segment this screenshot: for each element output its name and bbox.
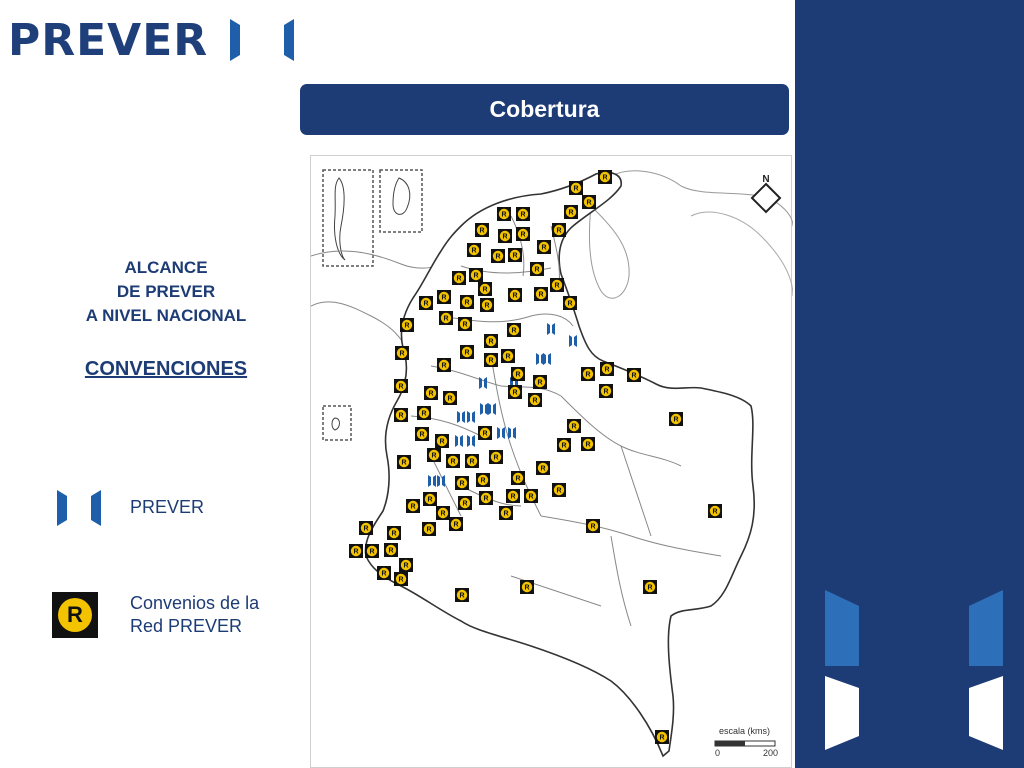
convenio-marker-icon xyxy=(557,438,571,452)
convenio-marker-icon xyxy=(537,240,551,254)
svg-text:R: R xyxy=(554,282,560,290)
svg-text:R: R xyxy=(421,410,427,418)
convenio-marker-icon xyxy=(643,580,657,594)
legend-label-line: Red PREVER xyxy=(130,616,243,636)
svg-text:R: R xyxy=(515,371,521,379)
svg-text:R: R xyxy=(534,266,540,274)
convenio-marker-icon xyxy=(387,526,401,540)
convenio-marker-icon xyxy=(400,318,414,332)
inset-island xyxy=(334,178,345,260)
convenio-marker-icon xyxy=(669,412,683,426)
convenio-marker-icon xyxy=(394,379,408,393)
svg-text:R: R xyxy=(512,389,518,397)
convenio-marker-icon xyxy=(564,205,578,219)
svg-text:R: R xyxy=(488,338,494,346)
svg-text:R: R xyxy=(673,416,679,424)
svg-text:R: R xyxy=(505,353,511,361)
svg-text:R: R xyxy=(512,292,518,300)
scale-tick: 0 xyxy=(715,748,721,758)
svg-text:R: R xyxy=(381,570,387,578)
svg-text:R: R xyxy=(399,350,405,358)
svg-text:R: R xyxy=(398,383,404,391)
svg-text:R: R xyxy=(419,431,425,439)
convenio-marker-icon xyxy=(460,295,474,309)
convenio-marker-icon xyxy=(458,496,472,510)
svg-text:R: R xyxy=(602,174,608,182)
convenio-marker-icon xyxy=(550,278,564,292)
svg-text:R: R xyxy=(453,521,459,529)
svg-text:R: R xyxy=(363,525,369,533)
convenio-marker-icon xyxy=(489,450,503,464)
svg-text:R: R xyxy=(482,286,488,294)
svg-text:R: R xyxy=(586,199,592,207)
svg-text:R: R xyxy=(353,548,359,556)
colombia-map xyxy=(311,156,793,768)
convenio-marker-icon xyxy=(627,368,641,382)
svg-text:R: R xyxy=(532,397,538,405)
svg-text:R: R xyxy=(495,253,501,261)
convenio-marker-icon xyxy=(359,521,373,535)
convenio-marker-icon xyxy=(395,346,409,360)
svg-text:R: R xyxy=(482,430,488,438)
convenio-marker-icon xyxy=(384,543,398,557)
convenio-marker-icon xyxy=(449,517,463,531)
convenio-marker-icon xyxy=(478,282,492,296)
svg-text:R: R xyxy=(441,362,447,370)
svg-text:R: R xyxy=(541,244,547,252)
svg-text:R: R xyxy=(391,530,397,538)
svg-text:R: R xyxy=(423,300,429,308)
convenio-marker-icon xyxy=(508,248,522,262)
svg-text:R: R xyxy=(502,233,508,241)
svg-text:R: R xyxy=(503,510,509,518)
convenio-marker-icon xyxy=(501,349,515,363)
scale-tick: 200 xyxy=(763,748,779,758)
svg-text:R: R xyxy=(604,366,610,374)
prever-mark-icon xyxy=(55,488,103,533)
north-label: N xyxy=(762,174,770,185)
r-badge-icon xyxy=(52,592,98,638)
svg-text:R: R xyxy=(603,388,609,396)
convenio-marker-icon xyxy=(581,437,595,451)
svg-text:R: R xyxy=(493,454,499,462)
convenio-marker-icon xyxy=(475,223,489,237)
convenio-marker-icon xyxy=(469,268,483,282)
convenio-marker-icon xyxy=(491,249,505,263)
convenio-marker-icon xyxy=(467,243,481,257)
svg-text:R: R xyxy=(388,547,394,555)
convenio-marker-icon xyxy=(508,288,522,302)
svg-text:R: R xyxy=(428,390,434,398)
svg-text:R: R xyxy=(537,379,543,387)
svg-text:R: R xyxy=(398,412,404,420)
svg-text:R: R xyxy=(712,508,718,516)
convenio-marker-icon xyxy=(424,386,438,400)
svg-text:R: R xyxy=(520,231,526,239)
inset-island xyxy=(332,418,340,430)
svg-text:R: R xyxy=(511,327,517,335)
convenio-marker-icon xyxy=(365,544,379,558)
svg-text:R: R xyxy=(431,452,437,460)
convenio-marker-icon xyxy=(524,489,538,503)
convenio-marker-icon xyxy=(498,229,512,243)
svg-text:R: R xyxy=(590,523,596,531)
svg-text:R: R xyxy=(659,734,665,742)
svg-text:R: R xyxy=(479,227,485,235)
convenio-marker-icon xyxy=(506,489,520,503)
convenio-marker-icon xyxy=(534,287,548,301)
svg-text:R: R xyxy=(441,294,447,302)
convenio-marker-icon xyxy=(460,345,474,359)
convenio-marker-icon xyxy=(567,419,581,433)
side-panel xyxy=(795,0,1024,768)
svg-text:R: R xyxy=(647,584,653,592)
svg-text:R: R xyxy=(512,252,518,260)
convenio-marker-icon xyxy=(427,448,441,462)
scope-line: ALCANCE xyxy=(124,258,208,277)
convenio-marker-icon xyxy=(415,427,429,441)
convenio-marker-icon xyxy=(599,384,613,398)
convenio-marker-icon xyxy=(394,572,408,586)
convenio-marker-icon xyxy=(552,223,566,237)
legend-label-line: Convenios de la xyxy=(130,593,260,613)
svg-text:R: R xyxy=(464,349,470,357)
svg-text:R: R xyxy=(538,291,544,299)
convenio-marker-icon xyxy=(417,406,431,420)
convenio-marker-icon xyxy=(528,393,542,407)
convenio-marker-icon xyxy=(349,544,363,558)
svg-text:R: R xyxy=(456,275,462,283)
convenio-marker-icon xyxy=(533,375,547,389)
svg-text:R: R xyxy=(459,592,465,600)
svg-text:R: R xyxy=(410,503,416,511)
svg-text:R: R xyxy=(568,209,574,217)
scope-line: DE PREVER xyxy=(116,282,216,301)
convenio-marker-icon xyxy=(516,227,530,241)
convenio-marker-icon xyxy=(655,730,669,744)
svg-text:R: R xyxy=(631,372,637,380)
svg-text:R: R xyxy=(469,458,475,466)
svg-text:R: R xyxy=(484,302,490,310)
svg-text:R: R xyxy=(440,510,446,518)
convenio-marker-icon xyxy=(582,195,596,209)
convenio-marker-icon xyxy=(708,504,722,518)
r-badge-letter: R xyxy=(58,598,92,632)
convenio-marker-icon xyxy=(436,506,450,520)
svg-text:R: R xyxy=(567,300,573,308)
convenio-marker-icon xyxy=(446,454,460,468)
coverage-map xyxy=(310,155,792,768)
convenio-marker-icon xyxy=(422,522,436,536)
convenio-marker-icon xyxy=(479,491,493,505)
convenio-marker-icon xyxy=(480,298,494,312)
convenio-marker-icon xyxy=(484,353,498,367)
convenio-marker-icon xyxy=(439,311,453,325)
convenio-marker-icon xyxy=(552,483,566,497)
svg-text:R: R xyxy=(443,315,449,323)
convenio-marker-icon xyxy=(423,492,437,506)
convenio-marker-icon xyxy=(458,317,472,331)
svg-text:R: R xyxy=(369,548,375,556)
convenio-marker-icon xyxy=(581,367,595,381)
svg-text:R: R xyxy=(398,576,404,584)
legend-label-prever: PREVER xyxy=(130,497,205,517)
svg-text:R: R xyxy=(571,423,577,431)
convenio-marker-icon xyxy=(406,499,420,513)
convenio-marker-icon xyxy=(499,506,513,520)
svg-text:R: R xyxy=(483,495,489,503)
convenio-marker-icon xyxy=(394,408,408,422)
convenio-marker-icon xyxy=(377,566,391,580)
convenio-marker-icon xyxy=(397,455,411,469)
convenio-marker-icon xyxy=(435,434,449,448)
inset-island xyxy=(393,178,410,214)
convenio-marker-icon xyxy=(465,454,479,468)
svg-text:R: R xyxy=(471,247,477,255)
convenio-marker-icon xyxy=(478,426,492,440)
convenio-marker-icon xyxy=(511,367,525,381)
svg-text:R: R xyxy=(473,272,479,280)
convenio-marker-icon xyxy=(569,181,583,195)
svg-text:R: R xyxy=(401,459,407,467)
convenio-marker-icon xyxy=(452,271,466,285)
scale-title: escala (kms) xyxy=(719,726,771,736)
svg-text:R: R xyxy=(404,322,410,330)
svg-text:R: R xyxy=(540,465,546,473)
logo-text: PREVER xyxy=(8,14,209,66)
convenio-marker-icon xyxy=(399,558,413,572)
svg-text:R: R xyxy=(556,227,562,235)
svg-text:R: R xyxy=(464,299,470,307)
svg-text:R: R xyxy=(510,493,516,501)
svg-text:R: R xyxy=(520,211,526,219)
convenio-marker-icon xyxy=(536,461,550,475)
svg-text:R: R xyxy=(528,493,534,501)
convenio-marker-icon xyxy=(419,296,433,310)
convenio-marker-icon xyxy=(443,391,457,405)
svg-text:R: R xyxy=(561,442,567,450)
svg-text:R: R xyxy=(585,441,591,449)
prever-logo xyxy=(8,10,298,70)
title-bar xyxy=(300,84,789,135)
svg-text:R: R xyxy=(585,371,591,379)
convenio-marker-icon xyxy=(455,588,469,602)
convenio-marker-icon xyxy=(511,471,525,485)
convenio-marker-icon xyxy=(497,207,511,221)
convenio-marker-icon xyxy=(507,323,521,337)
convenio-marker-icon xyxy=(530,262,544,276)
convenio-marker-icon xyxy=(437,358,451,372)
convenio-marker-icon xyxy=(508,385,522,399)
convenio-marker-icon xyxy=(516,207,530,221)
convenio-marker-icon xyxy=(520,580,534,594)
svg-text:R: R xyxy=(426,526,432,534)
prever-mark-icon xyxy=(228,15,298,65)
svg-text:R: R xyxy=(427,496,433,504)
svg-text:R: R xyxy=(480,477,486,485)
svg-text:R: R xyxy=(439,438,445,446)
decorative-prever-mark-icon xyxy=(821,588,1007,753)
convenio-marker-icon xyxy=(563,296,577,310)
legend-label-convenios xyxy=(130,592,290,638)
country-outline xyxy=(365,173,754,757)
convenio-marker-icon xyxy=(586,519,600,533)
convenio-marker-icon xyxy=(437,290,451,304)
svg-text:R: R xyxy=(403,562,409,570)
page-title: Cobertura xyxy=(489,96,600,122)
svg-text:R: R xyxy=(459,480,465,488)
north-arrow-icon xyxy=(752,174,780,212)
svg-text:R: R xyxy=(488,357,494,365)
svg-text:R: R xyxy=(524,584,530,592)
convenio-marker-icon xyxy=(598,170,612,184)
svg-text:R: R xyxy=(573,185,579,193)
svg-text:R: R xyxy=(501,211,507,219)
svg-text:R: R xyxy=(462,500,468,508)
convenio-marker-icon xyxy=(476,473,490,487)
svg-text:R: R xyxy=(556,487,562,495)
svg-text:R: R xyxy=(450,458,456,466)
convenio-marker-icon xyxy=(600,362,614,376)
scope-text xyxy=(60,256,272,328)
convenio-marker-icon xyxy=(455,476,469,490)
convenio-marker-icon xyxy=(484,334,498,348)
svg-text:R: R xyxy=(515,475,521,483)
scope-line: A NIVEL NACIONAL xyxy=(85,306,247,325)
svg-text:R: R xyxy=(462,321,468,329)
svg-text:R: R xyxy=(447,395,453,403)
scale-bar xyxy=(715,726,778,758)
conventions-heading: CONVENCIONES xyxy=(84,358,248,380)
